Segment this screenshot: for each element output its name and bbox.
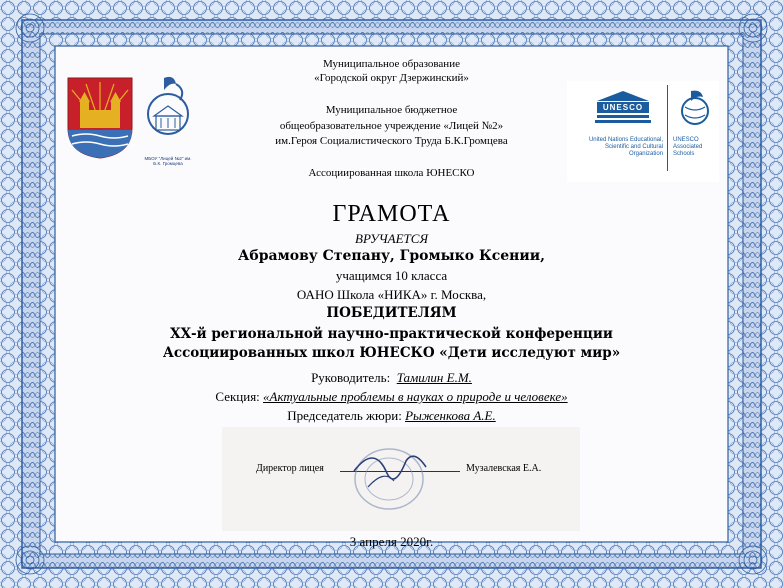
director-name: Музалевская Е.А. — [466, 463, 542, 474]
section-name: «Актуальные проблемы в науках о природе и человеке» — [263, 389, 568, 404]
director-label: Директор лицея — [256, 463, 324, 474]
school-name: ОАНО Школа «НИКА» г. Москва, — [296, 287, 487, 302]
supervisor-line — [0, 371, 783, 384]
section-label: Секция: — [215, 389, 260, 404]
coat-of-arms-icon — [66, 76, 134, 160]
signature-block — [222, 427, 580, 531]
unesco-associated-school: Ассоциированная школа ЮНЕСКО — [308, 167, 475, 179]
jury-name: Рыженкова А.Е. — [405, 408, 496, 423]
lyceum-logo-icon — [140, 72, 196, 164]
municipality-line-2: «Городской округ Дзержинский» — [314, 72, 469, 84]
students-of: учащимся 10 класса — [335, 268, 448, 283]
supervisor-name: Тамилин Е.М. — [396, 370, 472, 385]
supervisor-label: Руководитель: — [311, 370, 391, 385]
certificate-title: ГРАМОТА — [332, 201, 451, 227]
jury-line — [0, 409, 783, 422]
unesco-wordmark: UNESCO — [602, 103, 644, 112]
certificate-date: 3 апреля 2020г. — [349, 534, 434, 549]
conference-line-1: ХХ-й региональной научно-практической конференции — [170, 326, 613, 342]
seal-stamp — [334, 441, 444, 511]
school-line-2: общеобразовательное учреждение «Лицей №2» — [279, 120, 504, 132]
recipients: Абрамову Степану, Громыко Ксении, — [237, 248, 546, 264]
unesco-schools-text: UNESCO Associated Schools — [673, 137, 703, 157]
unesco-org-text: United Nations Educational, Scientific and Cultural Organization — [588, 137, 663, 157]
awarded-label: ВРУЧАЕТСЯ — [355, 231, 428, 246]
municipality-line-1: Муниципальное образование — [323, 58, 460, 70]
jury-label: Председатель жюри: — [287, 408, 402, 423]
conference-line-2: Ассоциированных школ ЮНЕСКО «Дети исследуют мир» — [162, 345, 621, 361]
school-line-3: им.Героя Социалистического Труда Б.К.Громцева — [275, 135, 508, 147]
winners-label: ПОБЕДИТЕЛЯМ — [326, 305, 457, 321]
school-line-1: Муниципальное бюджетное — [325, 104, 458, 116]
section-line — [0, 390, 783, 403]
lyceum-logo-caption: МБОУ "Лицей №2" им. Б.К. Громцева — [144, 156, 192, 166]
